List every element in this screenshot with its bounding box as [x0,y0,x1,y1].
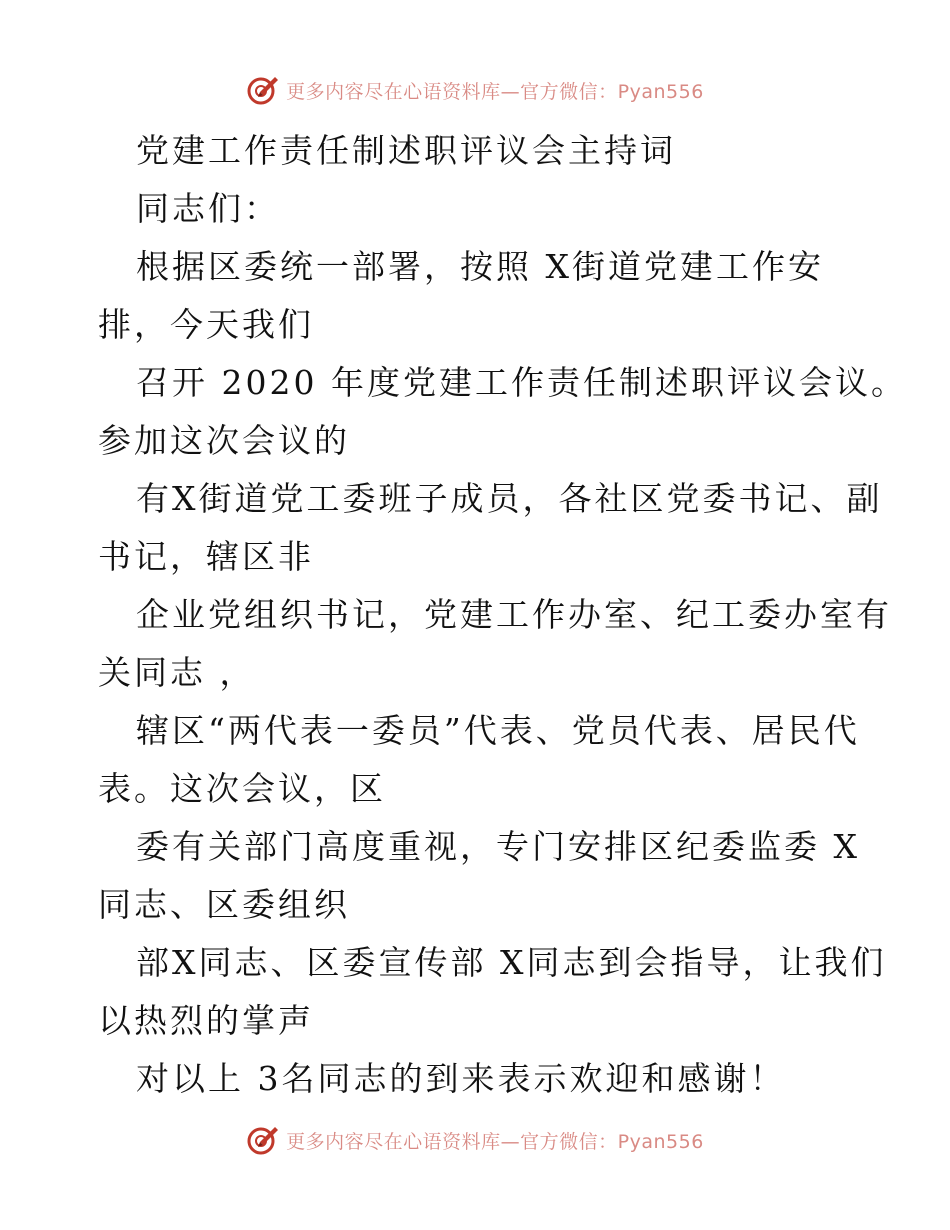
header-watermark-text: 更多内容尽在心语资料库—官方微信：Pyan556 [286,80,704,103]
pen-in-circle-icon [246,73,280,107]
paragraph-line: 召开 2020 年度党建工作责任制述职评议会议。 [136,363,907,402]
paragraph-line: 对以上 3名同志的到来表示欢迎和感谢！ [136,1059,786,1098]
paragraph-line: 根据区委统一部署，按照 X街道党建工作安 [136,247,824,286]
paragraph-line: 书记，辖区非 [98,537,314,576]
document-title: 党建工作责任制述职评议会主持词 [136,131,676,170]
paragraph-line: 排，今天我们 [98,305,314,344]
salutation: 同志们： [136,189,280,228]
header-watermark [0,72,950,108]
footer-watermark-text: 更多内容尽在心语资料库—官方微信：Pyan556 [286,1130,704,1153]
footer-watermark [0,1122,950,1158]
paragraph-line: 有X街道党工委班子成员，各社区党委书记、副 [136,479,883,518]
paragraph-line: 参加这次会议的 [98,421,350,460]
paragraph-line: 企业党组织书记，党建工作办室、纪工委办室有 [136,595,892,634]
paragraph-line: 同志、区委组织 [98,885,350,924]
paragraph-line: 关同志 ， [98,653,256,692]
paragraph-line: 部X同志、区委宣传部 X同志到会指导，让我们 [136,943,887,982]
paragraph-line: 表。这次会议，区 [98,769,386,808]
paragraph-line: 辖区“两代表一委员”代表、党员代表、居民代 [136,711,860,750]
paragraph-line: 以热烈的掌声 [98,1001,314,1040]
document-body [98,122,907,1108]
paragraph-line: 委有关部门高度重视，专门安排区纪委监委 X [136,827,860,866]
pen-in-circle-icon [246,1123,280,1157]
